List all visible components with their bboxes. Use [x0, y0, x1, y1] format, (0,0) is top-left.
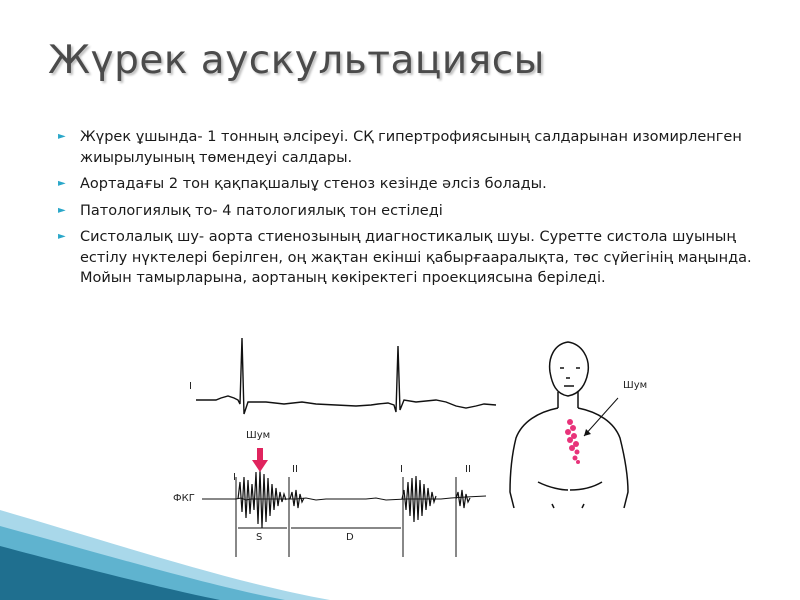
bullet-item: [58, 174, 758, 195]
ecg-trace: [196, 338, 496, 414]
body-murmur-label: Шум: [623, 380, 648, 391]
ecg-lead-label: I: [189, 381, 192, 392]
triangle-bullet-icon: ►: [58, 204, 66, 216]
bullet-text: Систолалық шу- аорта стиенозының диагностикалық шуы. Суретте систола шуының естілу нүктелері берілген, оң жақтан екінші қабырғааралықта, төс сүйегінің маңында. Мойын тамырларына, аортаның көкіректегі проекциясына беріледі.: [80, 229, 752, 286]
person-illustration: [510, 342, 628, 508]
tone-label-first: I: [233, 472, 236, 483]
bullet-text: Жүрек ұшында- 1 тонның әлсіреуі. СҚ гипертрофиясының салдарынан изомирленген жиырылуының төмендеуі салдары.: [80, 129, 742, 166]
bullet-text: Аортадағы 2 тон қақпақшалыұ стеноз кезінде әлсіз болады.: [80, 176, 547, 192]
systole-interval-label: S: [256, 532, 263, 543]
murmur-label: Шум: [246, 430, 271, 441]
triangle-bullet-icon: ►: [58, 131, 66, 142]
triangle-bullet-icon: ►: [58, 178, 66, 189]
tone-label-third: I: [400, 464, 403, 475]
decorative-wave: [0, 490, 800, 600]
triangle-bullet-icon: ►: [58, 231, 66, 242]
pcg-label: ФКГ: [173, 493, 195, 504]
tone-label-second: II: [292, 464, 298, 475]
bullet-list: [58, 127, 758, 295]
slide-title: Жүрек аускультациясы: [48, 38, 545, 83]
bullet-item: [58, 201, 758, 222]
murmur-pointer-arrow: [584, 398, 618, 436]
murmur-arrow-icon: [252, 448, 268, 472]
murmur-area-marks: [565, 419, 580, 464]
bullet-text: Патологиялық то- 4 патологиялық тон естіледі: [80, 202, 443, 219]
tone-label-fourth: II: [465, 464, 471, 475]
bullet-item: [58, 227, 758, 289]
bullet-item: [58, 127, 758, 168]
diastole-interval-label: D: [346, 532, 354, 543]
